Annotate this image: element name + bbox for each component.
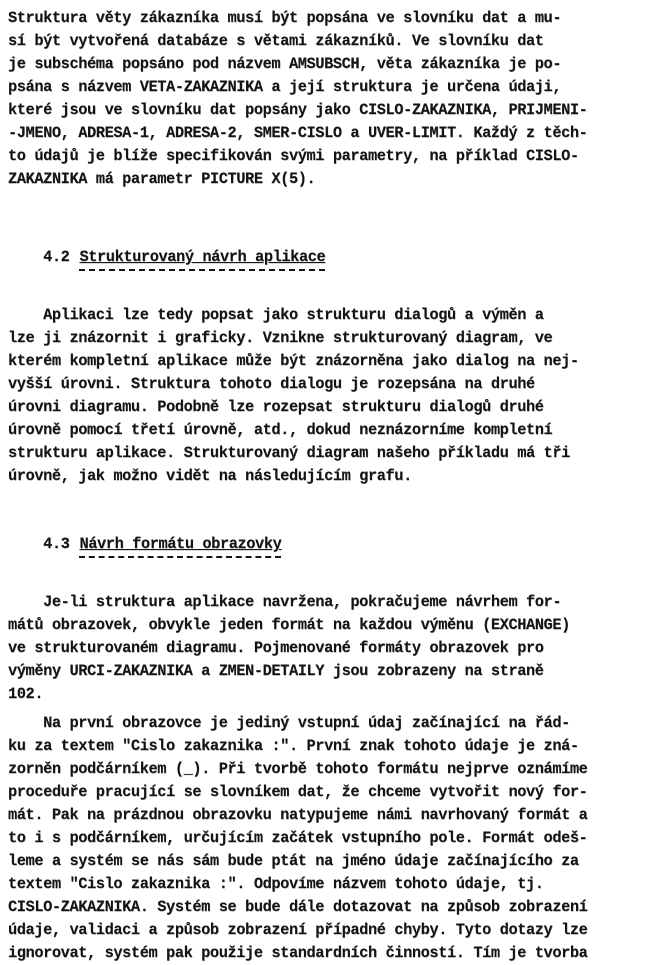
section-heading-4-3: [8, 510, 653, 581]
text-line: ku za textem "Cislo zakaznika :". První znak tohoto údaje je zná-: [8, 737, 579, 755]
text-line: lze ji znázornit i graficky. Vznikne strukturovaný diagram, ve: [8, 329, 553, 347]
text-line: Na první obrazovce je jediný vstupní údaj začínající na řád-: [8, 714, 570, 732]
text-line: kterém kompletní aplikace může být znázorněna jako dialog na nej-: [8, 352, 579, 370]
text-line: zorněn podčárníkem (_). Při tvorbě tohoto formátu nejprve oznámíme: [8, 760, 588, 778]
paragraph-first-screen: [8, 712, 653, 965]
text-line: sí být vytvořená databáze s větami zákazníků. Ve slovníku dat: [8, 32, 544, 50]
text-line: Aplikaci lze tedy popsat jako strukturu dialogů a výměn a: [8, 306, 544, 324]
text-line: to i s podčárníkem, určujícím začátek vstupního pole. Formát odeš-: [8, 829, 588, 847]
section-title: Návrh formátu obrazovky: [79, 533, 281, 558]
text-line: výměny URCI-ZAKAZNIKA a ZMEN-DETAILY jsou zobrazeny na straně: [8, 662, 544, 680]
section-number: 4.3: [43, 535, 70, 553]
paragraph-screen-format: [8, 591, 653, 706]
text-line: mát. Pak na prázdnou obrazovku natypujeme námi navrhovaný formát a: [8, 806, 588, 824]
text-line: Struktura věty zákazníka musí být popsána ve slovníku dat a mu-: [8, 9, 562, 27]
text-line: ve strukturovaném diagramu. Pojmenované formáty obrazovek pro: [8, 639, 544, 657]
text-line: úrovně pomocí třetí úrovně, atd., dokud neznázorníme kompletní: [8, 421, 553, 439]
text-line: CISLO-ZAKAZNIKA. Systém se bude dále dotazovat na způsob zobrazení: [8, 898, 588, 916]
text-line: Je-li struktura aplikace navržena, pokračujeme návrhem for-: [8, 593, 562, 611]
text-line: proceduře pracující se slovníkem dat, že chceme vytvořit nový for-: [8, 783, 588, 801]
text-line: úrovni diagramu. Podobně lze rozepsat strukturu dialogů druhé: [8, 398, 544, 416]
text-line: textem "Cislo zakaznika :". Odpovíme názvem tohoto údaje, tj.: [8, 875, 544, 893]
text-line: vyšší úrovni. Struktura tohoto dialogu je rozepsána na druhé: [8, 375, 535, 393]
section-title: Strukturovaný návrh aplikace: [79, 246, 325, 271]
text-line: mátů obrazovek, obvykle jeden formát na každou výměnu (EXCHANGE): [8, 616, 570, 634]
paragraph-intro: [8, 7, 653, 191]
text-line: které jsou ve slovníku dat popsány jako CISLO-ZAKAZNIKA, PRIJMENI-: [8, 101, 588, 119]
text-line: -JMENO, ADRESA-1, ADRESA-2, SMER-CISLO a UVER-LIMIT. Každý z těch-: [8, 124, 588, 142]
text-line: psána s názvem VETA-ZAKAZNIKA a její struktura je určena údaji,: [8, 78, 562, 96]
text-line: strukturu aplikace. Strukturovaný diagram našeho příkladu má tři: [8, 444, 570, 462]
text-line: úrovně, jak možno vidět na následujícím grafu.: [8, 467, 412, 485]
text-line: údaje, validaci a způsob zobrazení případné chyby. Tyto dotazy lze: [8, 921, 588, 939]
section-heading-4-2: [8, 223, 653, 294]
text-line: to údajů je blíže specifikován svými parametry, na příklad CISLO-: [8, 147, 579, 165]
text-line: je subschéma popsáno pod názvem AMSUBSCH, věta zákazníka je po-: [8, 55, 562, 73]
text-line: 102.: [8, 685, 44, 703]
text-line: leme a systém se nás sám bude ptát na jméno údaje začínajícího za: [8, 852, 579, 870]
text-line: ignorovat, systém pak použije standardních činností. Tím je tvorba: [8, 944, 588, 962]
paragraph-structured-design: [8, 304, 653, 488]
section-number: 4.2: [43, 248, 70, 266]
text-line: ZAKAZNIKA má parametr PICTURE X(5).: [8, 170, 316, 188]
